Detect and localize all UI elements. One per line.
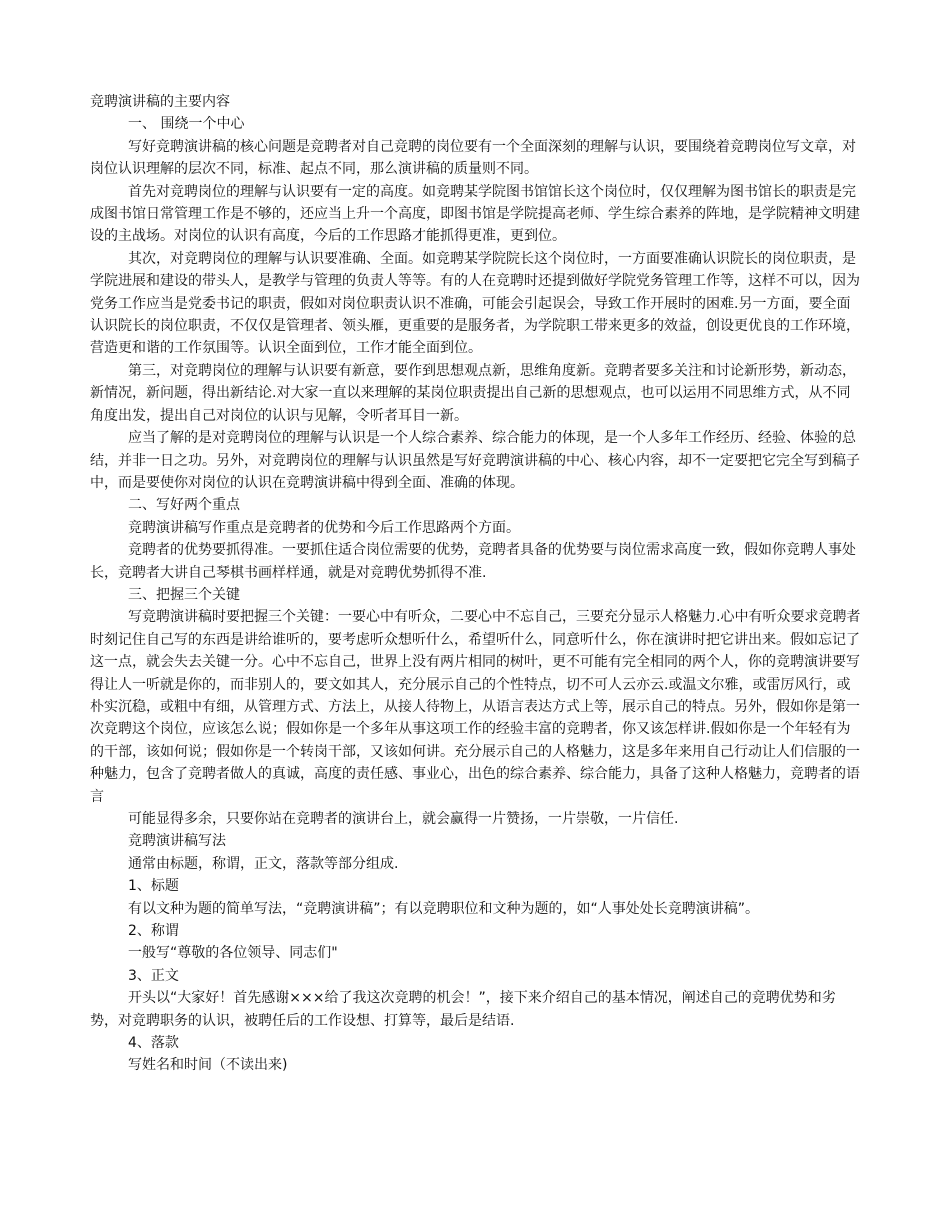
paragraph: 1、标题 bbox=[128, 878, 179, 895]
paragraph: 通常由标题，称谓，正文，落款等部分组成. bbox=[128, 855, 399, 872]
paragraph: 有以文种为题的简单写法，“竞聘演讲稿”；有以竞聘职位和文种为题的，如“人事处处长竞聘演讲稿”。 bbox=[128, 900, 760, 917]
paragraph: 2、称谓 bbox=[128, 923, 179, 940]
document-body bbox=[90, 91, 862, 1077]
paragraph-list bbox=[90, 113, 862, 1076]
paragraph: 一般写“尊敬的各位领导、同志们" bbox=[128, 945, 338, 962]
paragraph: 首先对竞聘岗位的理解与认识要有一定的高度。如竞聘某学院图书馆馆长这个岗位时，仅仅理解为图书馆长的职责是完成图书馆日常管理工作是不够的，还应当上升一个高度，即图书馆是学院提高老师、学生综合素养的阵地，是学院精神文明建设的主战场。对岗位的认识有高度，今后的工作思路才能抓得更准，更到位。 bbox=[90, 183, 860, 245]
paragraph: 写竞聘演讲稿时要把握三个关键：一要心中有听众，二要心中不忘自己，三要充分显示人格魅力.心中有听众要求竞聘者时刻记住自己写的东西是讲给谁听的，要考虑听众想听什么，希望听什么，同意听什么，你在演讲时把它讲出来。假如忘记了这一点，就会失去关键一分。心中不忘自己，世界上没有两片相同的树叶，更不可能有完全相同的两个人，你的竞聘演讲要写得让人一听就是你的，而非别人的，要文如其人，充分展示自己的个性特点，切不可人云亦云.或温文尔雅，或雷厉风行，或朴实沉稳，或粗中有细，从管理方式、方法上，从接人待物上，从语言表达方式上等，展示自己的特点。另外，假如你是第一次竞聘这个岗位，应该怎么说；假如你是一个多年从事这项工作的经验丰富的竞聘者，你又该怎样讲.假如你是一个年轻有为的干部，该如何说；假如你是一个转岗干部，又该如何讲。充分展示自己的人格魅力，这是多年来用自己行动让人们信服的一种魅力，包含了竞聘者做人的真诚，高度的责任感、事业心，出色的综合素养、综合能力，具备了这种人格魅力，竞聘者的语言 bbox=[90, 609, 861, 805]
paragraph: 二、写好两个重点 bbox=[128, 497, 240, 514]
paragraph: 竞聘演讲稿写法 bbox=[128, 833, 226, 850]
paragraph: 写姓名和时间（不读出来) bbox=[128, 1057, 288, 1074]
paragraph: 3、正文 bbox=[128, 967, 179, 984]
document-title: 竞聘演讲稿的主要内容 bbox=[90, 94, 230, 110]
paragraph: 竞聘演讲稿写作重点是竞聘者的优势和今后工作思路两个方面。 bbox=[128, 519, 520, 536]
paragraph: 其次，对竞聘岗位的理解与认识要准确、全面。如竞聘某学院院长这个岗位时，一方面要准确认识院长的岗位职责，是学院进展和建设的带头人，是教学与管理的负责人等等。有的人在竞聘时还提到做好学院党务管理工作等，这样不可以，因为党务工作应当是党委书记的职责，假如对岗位职责认识不准确，可能会引起误会，导致工作开展时的困难.另一方面，要全面认识院长的岗位职责，不仅仅是管理者、领头雁，更重要的是服务者，为学院职工带来更多的效益，创设更优良的工作环境，营造更和谐的工作氛围等。认识全面到位，工作才能全面到位。 bbox=[90, 250, 860, 357]
paragraph: 4、落款 bbox=[128, 1035, 179, 1052]
paragraph: 一、 围绕一个中心 bbox=[128, 116, 245, 133]
paragraph: 竞聘者的优势要抓得准。一要抓住适合岗位需要的优势，竞聘者具备的优势要与岗位需求高度一致，假如你竞聘人事处长，竞聘者大讲自己琴棋书画样样通，就是对竞聘优势抓得不准. bbox=[90, 542, 856, 581]
paragraph: 写好竞聘演讲稿的核心问题是竞聘者对自己竞聘的岗位要有一个全面深刻的理解与认识，要围绕着竞聘岗位写文章，对岗位认识理解的层次不同，标准、起点不同，那么演讲稿的质量则不同。 bbox=[90, 138, 856, 178]
paragraph: 第三，对竞聘岗位的理解与认识要有新意，要作到思想观点新，思维角度新。竞聘者要多关注和讨论新形势，新动态，新情况，新问题，得出新结论.对大家一直以来理解的某岗位职责提出自己新的思想观点，也可以运用不同思维方式，从不同角度出发，提出自己对岗位的认识与见解，令听者耳目一新。 bbox=[90, 362, 856, 424]
paragraph: 应当了解的是对竞聘岗位的理解与认识是一个人综合素养、综合能力的体现，是一个人多年工作经历、经验、体验的总结，并非一日之功。另外，对竞聘岗位的理解与认识虽然是写好竞聘演讲稿的中心、核心内容，却不一定要把它完全写到稿子中，而是要使你对岗位的认识在竞聘演讲稿中得到全面、准确的体现。 bbox=[90, 430, 860, 491]
paragraph: 三、把握三个关键 bbox=[128, 586, 240, 603]
paragraph: 可能显得多余，只要你站在竞聘者的演讲台上，就会赢得一片赞扬，一片崇敬，一片信任. bbox=[128, 811, 679, 827]
paragraph: 开头以“大家好！首先感谢×××给了我这次竞聘的机会！”，接下来介绍自己的基本情况，阐述自己的竞聘优势和劣势，对竞聘职务的认识，被聘任后的工作设想、打算等，最后是结语. bbox=[90, 990, 836, 1029]
